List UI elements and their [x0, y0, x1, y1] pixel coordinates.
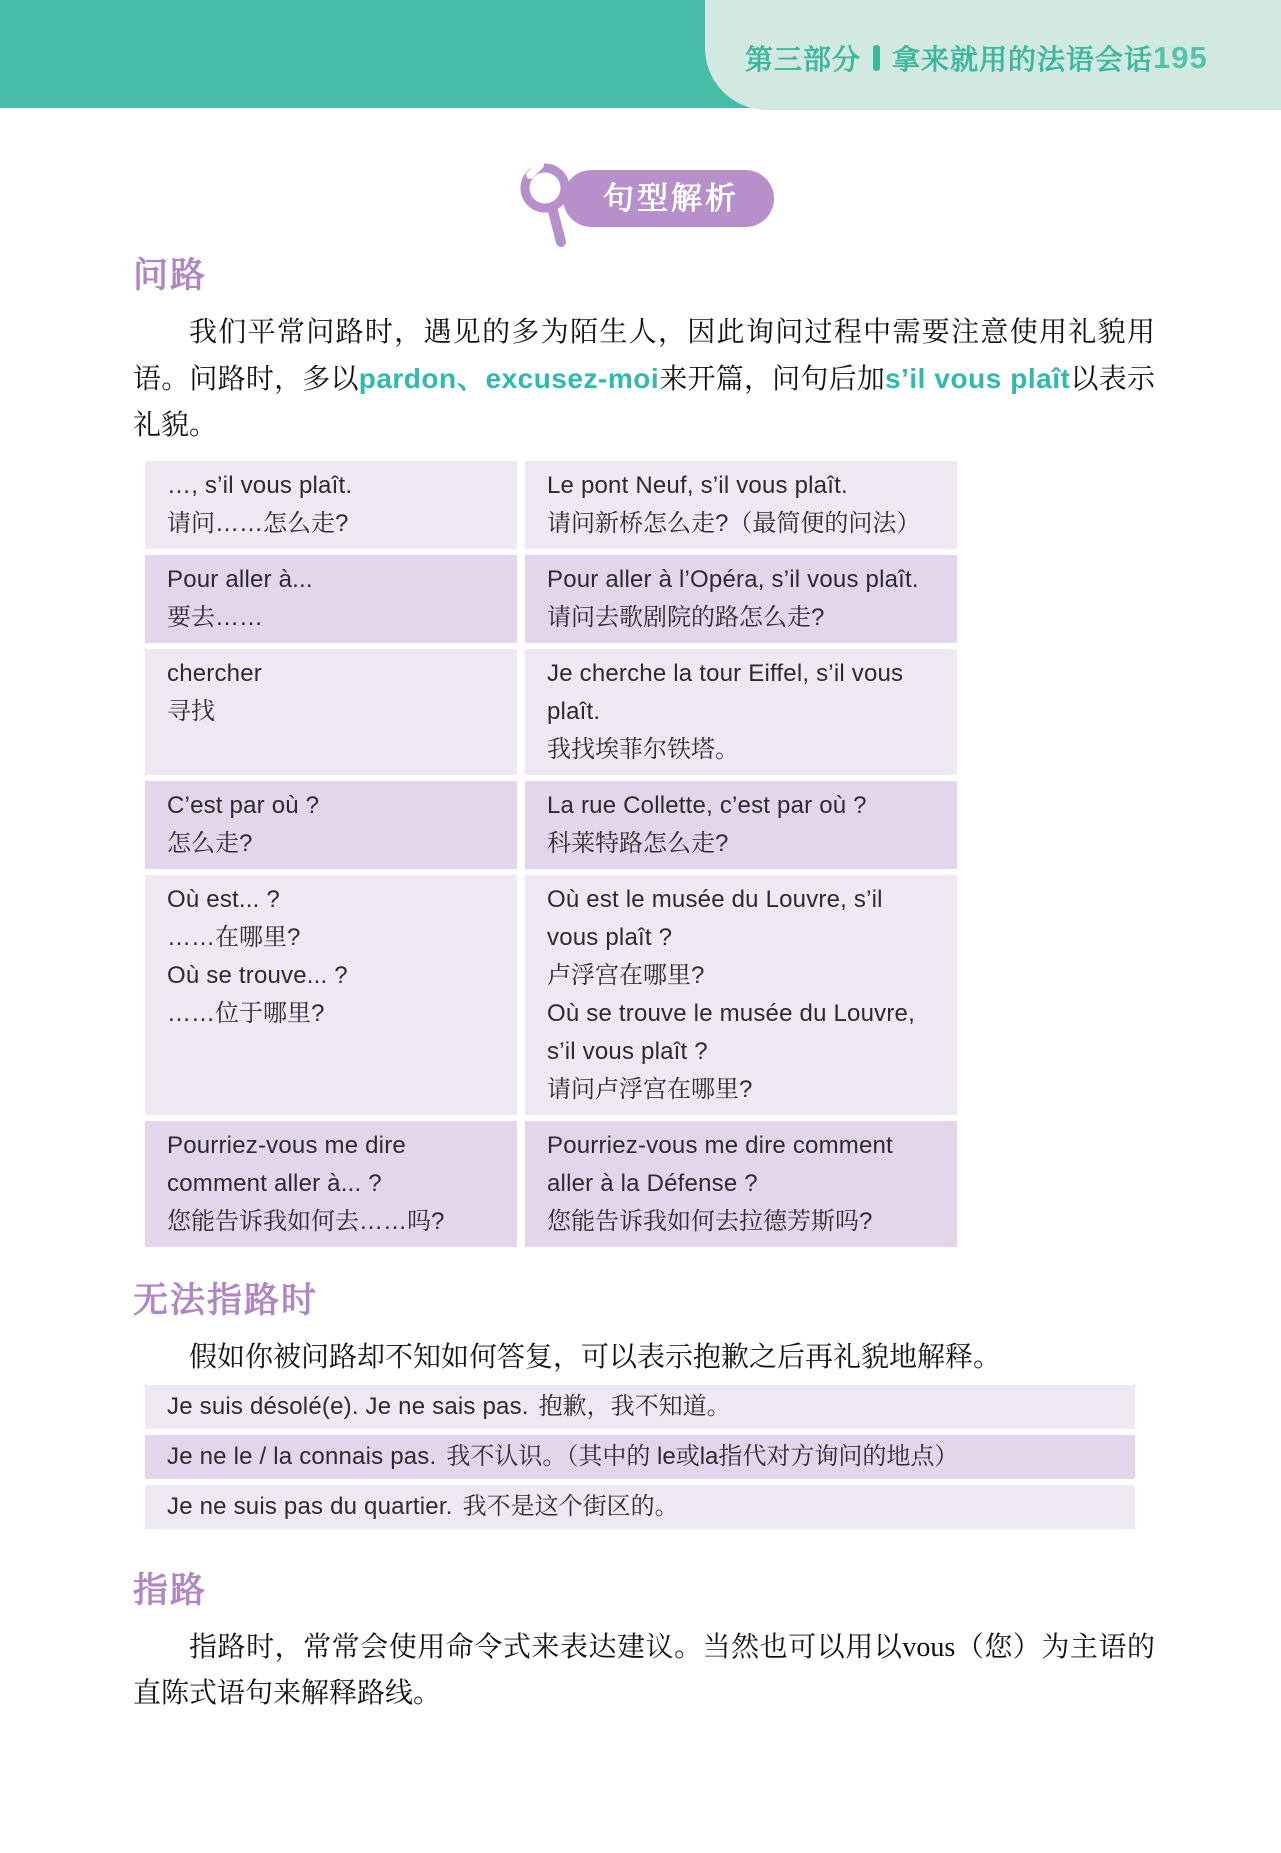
pattern-cell [145, 1121, 517, 1247]
heading-asking: 问路 [133, 256, 208, 295]
apology-row [145, 1385, 1135, 1429]
magnifier-icon [519, 156, 579, 256]
intro-asking-seg3: 以表示礼貌。 [133, 364, 1155, 441]
table-row [145, 1121, 957, 1247]
pattern-line-fr: Pourriez-vous me dire [167, 1132, 406, 1159]
intro-cannot: 假如你被问路却不知如何答复，可以表示抱歉之后再礼貌地解释。 [189, 1342, 1002, 1373]
book-title: 拿来就用的法语会话 [892, 44, 1154, 75]
example-line-fr: Pourriez-vous me dire comment aller à la Défense ? [547, 1132, 893, 1197]
heading-cannot: 无法指路时 [133, 1281, 319, 1320]
example-line-zh: 请问去歌剧院的路怎么走? [547, 604, 825, 631]
pattern-cell [145, 555, 517, 643]
pattern-line-fr: Où se trouve... ? [167, 962, 348, 989]
example-cell [525, 461, 957, 549]
pattern-line-zh: 请问……怎么走? [167, 510, 349, 537]
apology-fr: Je ne le / la connais pas. [167, 1443, 437, 1470]
example-line-fr: Où est le musée du Louvre, s’il vous plaît ? [547, 886, 883, 951]
heading-directing: 指路 [133, 1571, 208, 1610]
example-line-fr: Où se trouve le musée du Louvre, s’il vous plaît ? [547, 1000, 915, 1065]
intro-directing: 指路时，常常会使用命令式来表达建议。当然也可以用以vous（您）为主语的直陈式语句来解释路线。 [133, 1632, 1155, 1709]
header-title [745, 38, 1153, 78]
intro-asking [133, 310, 1155, 449]
pattern-line-zh: 寻找 [167, 698, 215, 725]
example-cell [525, 875, 957, 1115]
part-label: 第三部分 [745, 44, 862, 75]
example-cell [525, 555, 957, 643]
table-row [145, 461, 957, 549]
pattern-line-zh: 您能告诉我如何去……吗? [167, 1208, 445, 1235]
pattern-cell [145, 875, 517, 1115]
pattern-line-zh: 怎么走? [167, 830, 253, 857]
table-row [145, 555, 957, 643]
pattern-cell [145, 649, 517, 775]
pattern-line-zh: ……位于哪里? [167, 1000, 325, 1027]
example-line-zh: 请问卢浮宫在哪里? [547, 1076, 753, 1103]
apology-row [145, 1485, 1135, 1529]
pattern-line-fr: chercher [167, 660, 262, 687]
header-panel [705, 0, 1281, 110]
apology-fr: Je suis désolé(e). Je ne sais pas. [167, 1393, 529, 1420]
example-cell [525, 649, 957, 775]
example-line-fr: Pour aller à l’Opéra, s’il vous plaît. [547, 566, 919, 593]
example-line-zh: 卢浮宫在哪里? [547, 962, 705, 989]
phrase-table [145, 461, 957, 1247]
apology-row [145, 1435, 1135, 1479]
table-row [145, 781, 957, 869]
pattern-line-fr: C’est par où ? [167, 792, 320, 819]
section-badge [0, 160, 1281, 256]
example-line-zh: 您能告诉我如何去拉德芳斯吗? [547, 1208, 873, 1235]
example-line-zh: 我找埃菲尔铁塔。 [547, 736, 739, 763]
badge-pill: 句型解析 [563, 170, 774, 227]
intro-asking-seg1: 我们平常问路时，遇见的多为陌生人，因此询问过程中需要注意使用礼貌用语。问路时，多以 [133, 317, 1155, 395]
pattern-cell [145, 781, 517, 869]
example-line-fr: Le pont Neuf, s’il vous plaît. [547, 472, 848, 499]
pattern-line-fr: Pour aller à... [167, 566, 313, 593]
pattern-line-zh: ……在哪里? [167, 924, 301, 951]
apology-fr: Je ne suis pas du quartier. [167, 1493, 453, 1520]
apology-zh: 我不认识。（其中的 le或la指代对方询问的地点） [446, 1443, 959, 1470]
intro-asking-french-1: pardon、excusez-moi [358, 363, 660, 394]
example-cell [525, 781, 957, 869]
example-line-zh: 请问新桥怎么走?（最简便的问法） [547, 510, 921, 537]
pattern-line-zh: 要去…… [167, 604, 263, 631]
pattern-line-fr: …, s’il vous plaît. [167, 472, 353, 499]
intro-asking-french-2: s’il vous plaît [885, 363, 1071, 394]
intro-asking-seg2: 来开篇，问句后加 [659, 364, 886, 395]
pattern-line-fr: comment aller à... ? [167, 1170, 382, 1197]
pattern-line-fr: Où est... ? [167, 886, 280, 913]
example-cell [525, 1121, 957, 1247]
example-line-fr: Je cherche la tour Eiffel, s’il vous plaît. [547, 660, 904, 725]
page-number: 195 [1153, 40, 1208, 75]
apology-zh: 抱歉，我不知道。 [538, 1393, 731, 1420]
example-line-zh: 科莱特路怎么走? [547, 830, 729, 857]
example-line-fr: La rue Collette, c’est par où ? [547, 792, 867, 819]
table-row [145, 649, 957, 775]
separator-bar-icon [873, 45, 880, 71]
page-header [0, 0, 1281, 108]
table-row [145, 875, 957, 1115]
pattern-cell [145, 461, 517, 549]
apology-zh: 我不是这个街区的。 [462, 1493, 679, 1520]
apology-rows [145, 1385, 1135, 1529]
